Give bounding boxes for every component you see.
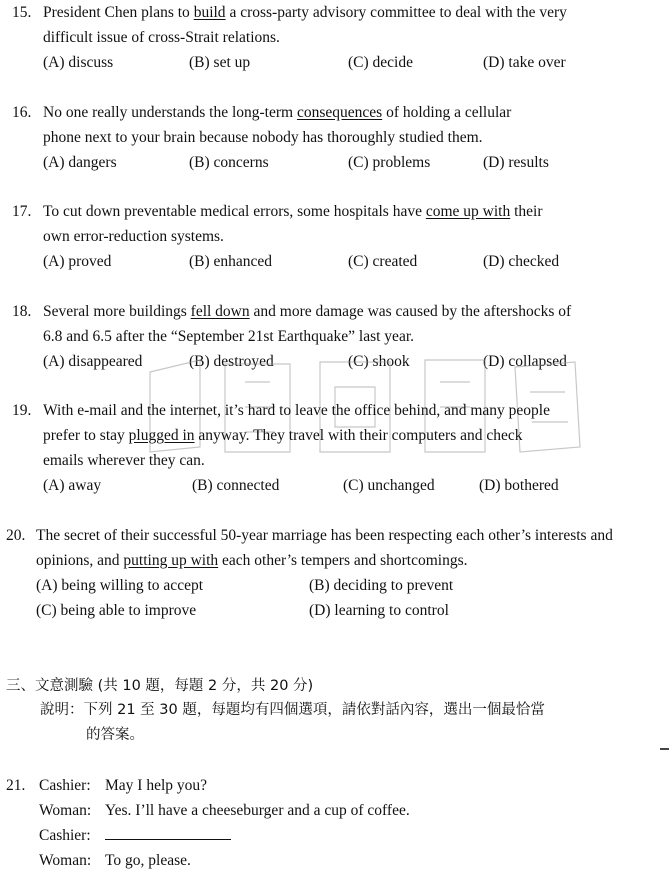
stem-line: With e-mail and the internet, it’s hard to leave the office behind, and many people [43,402,550,419]
dialog-line: May I help you? [105,777,208,794]
question-number: 15. [12,4,32,21]
option-b[interactable]: (B) connected [192,477,280,494]
dialog-line: To go, please. [105,852,191,869]
option-c[interactable]: (C) being able to improve [36,602,197,619]
option-b[interactable]: (B) deciding to prevent [309,577,454,594]
option-b[interactable]: (B) concerns [189,154,269,171]
option-d[interactable]: (D) results [483,154,549,171]
option-d[interactable]: (D) take over [483,54,566,71]
stem-line: 6.8 and 6.5 after the “September 21st Earthquake” last year. [43,328,415,345]
dialog-speaker: Cashier: [39,827,91,844]
blank-line[interactable] [105,825,231,840]
dialog-speaker: Cashier: [39,777,91,794]
option-a[interactable]: (A) being willing to accept [36,577,204,594]
option-d[interactable]: (D) bothered [479,477,559,494]
stem-line: phone next to your brain because nobody has thoroughly studied them. [43,129,483,146]
stem-line: To cut down preventable medical errors, some hospitals have come up with their [43,203,543,220]
stem-line: prefer to stay plugged in anyway. They travel with their computers and check [43,427,523,444]
option-a[interactable]: (A) discuss [43,54,114,71]
option-c[interactable]: (C) created [348,253,418,270]
instruction-line: 的答案。 [86,727,144,743]
question-stem [43,299,669,349]
underlined-word: fell down [190,303,250,320]
stem-line: The secret of their successful 50-year marriage has been respecting each other’s interests and [36,527,613,544]
option-d[interactable]: (D) collapsed [483,353,567,370]
option-c[interactable]: (C) problems [348,154,431,171]
page-edge-mark [660,748,669,750]
question-number: 21. [6,777,26,794]
underlined-word: plugged in [128,427,195,444]
question-stem [43,199,669,249]
question-stem [43,100,669,150]
option-d[interactable]: (D) checked [483,253,560,270]
question-number: 16. [12,104,32,121]
options-row [43,50,669,75]
option-d[interactable]: (D) learning to control [309,602,449,619]
question-number: 17. [12,203,32,220]
option-c[interactable]: (C) unchanged [343,477,435,494]
option-a[interactable]: (A) disappeared [43,353,143,370]
dialog-speaker: Woman: [39,852,92,869]
option-b[interactable]: (B) destroyed [189,353,274,370]
answer-blank[interactable] [105,823,231,848]
stem-line: own error-reduction systems. [43,228,224,245]
question-number: 19. [12,402,32,419]
instruction-line: 說明：下列 21 至 30 題，每題均有四個選項，請依對話內容，選出一個最恰當 [40,702,545,718]
options-row [36,598,662,623]
stem-line: No one really understands the long-term consequences of holding a cellular [43,104,512,121]
stem-line: Several more buildings fell down and more damage was caused by the aftershocks of [43,303,572,320]
question-stem [43,0,669,50]
question-number: 18. [12,303,32,320]
option-c[interactable]: (C) shook [348,353,410,370]
option-a[interactable]: (A) proved [43,253,112,270]
underlined-word: consequences [296,104,383,121]
stem-line: difficult issue of cross-Strait relations. [43,29,280,46]
stem-line: emails wherever they can. [43,452,205,469]
dialog-speaker: Woman: [39,802,92,819]
dialog-line: Yes. I’ll have a cheeseburger and a cup of coffee. [105,802,410,819]
underlined-word: come up with [425,203,511,220]
question-stem [43,398,669,473]
question-number: 20. [6,527,26,544]
options-row [43,249,669,274]
options-row [43,150,669,175]
option-b[interactable]: (B) set up [189,54,251,71]
underlined-word: build [193,4,226,21]
stem-line: opinions, and putting up with each other’s tempers and shortcomings. [36,552,468,569]
option-b[interactable]: (B) enhanced [189,253,273,270]
options-row [36,573,662,598]
option-a[interactable]: (A) away [43,477,102,494]
section-heading: 三、文意測驗 (共 10 題，每題 2 分，共 20 分) [6,678,314,694]
section-instruction [40,698,640,748]
question-stem [36,523,662,573]
underlined-word: putting up with [123,552,219,569]
stem-line: President Chen plans to build a cross-party advisory committee to deal with the very [43,4,567,21]
options-row [43,473,669,498]
option-a[interactable]: (A) dangers [43,154,117,171]
option-c[interactable]: (C) decide [348,54,413,71]
